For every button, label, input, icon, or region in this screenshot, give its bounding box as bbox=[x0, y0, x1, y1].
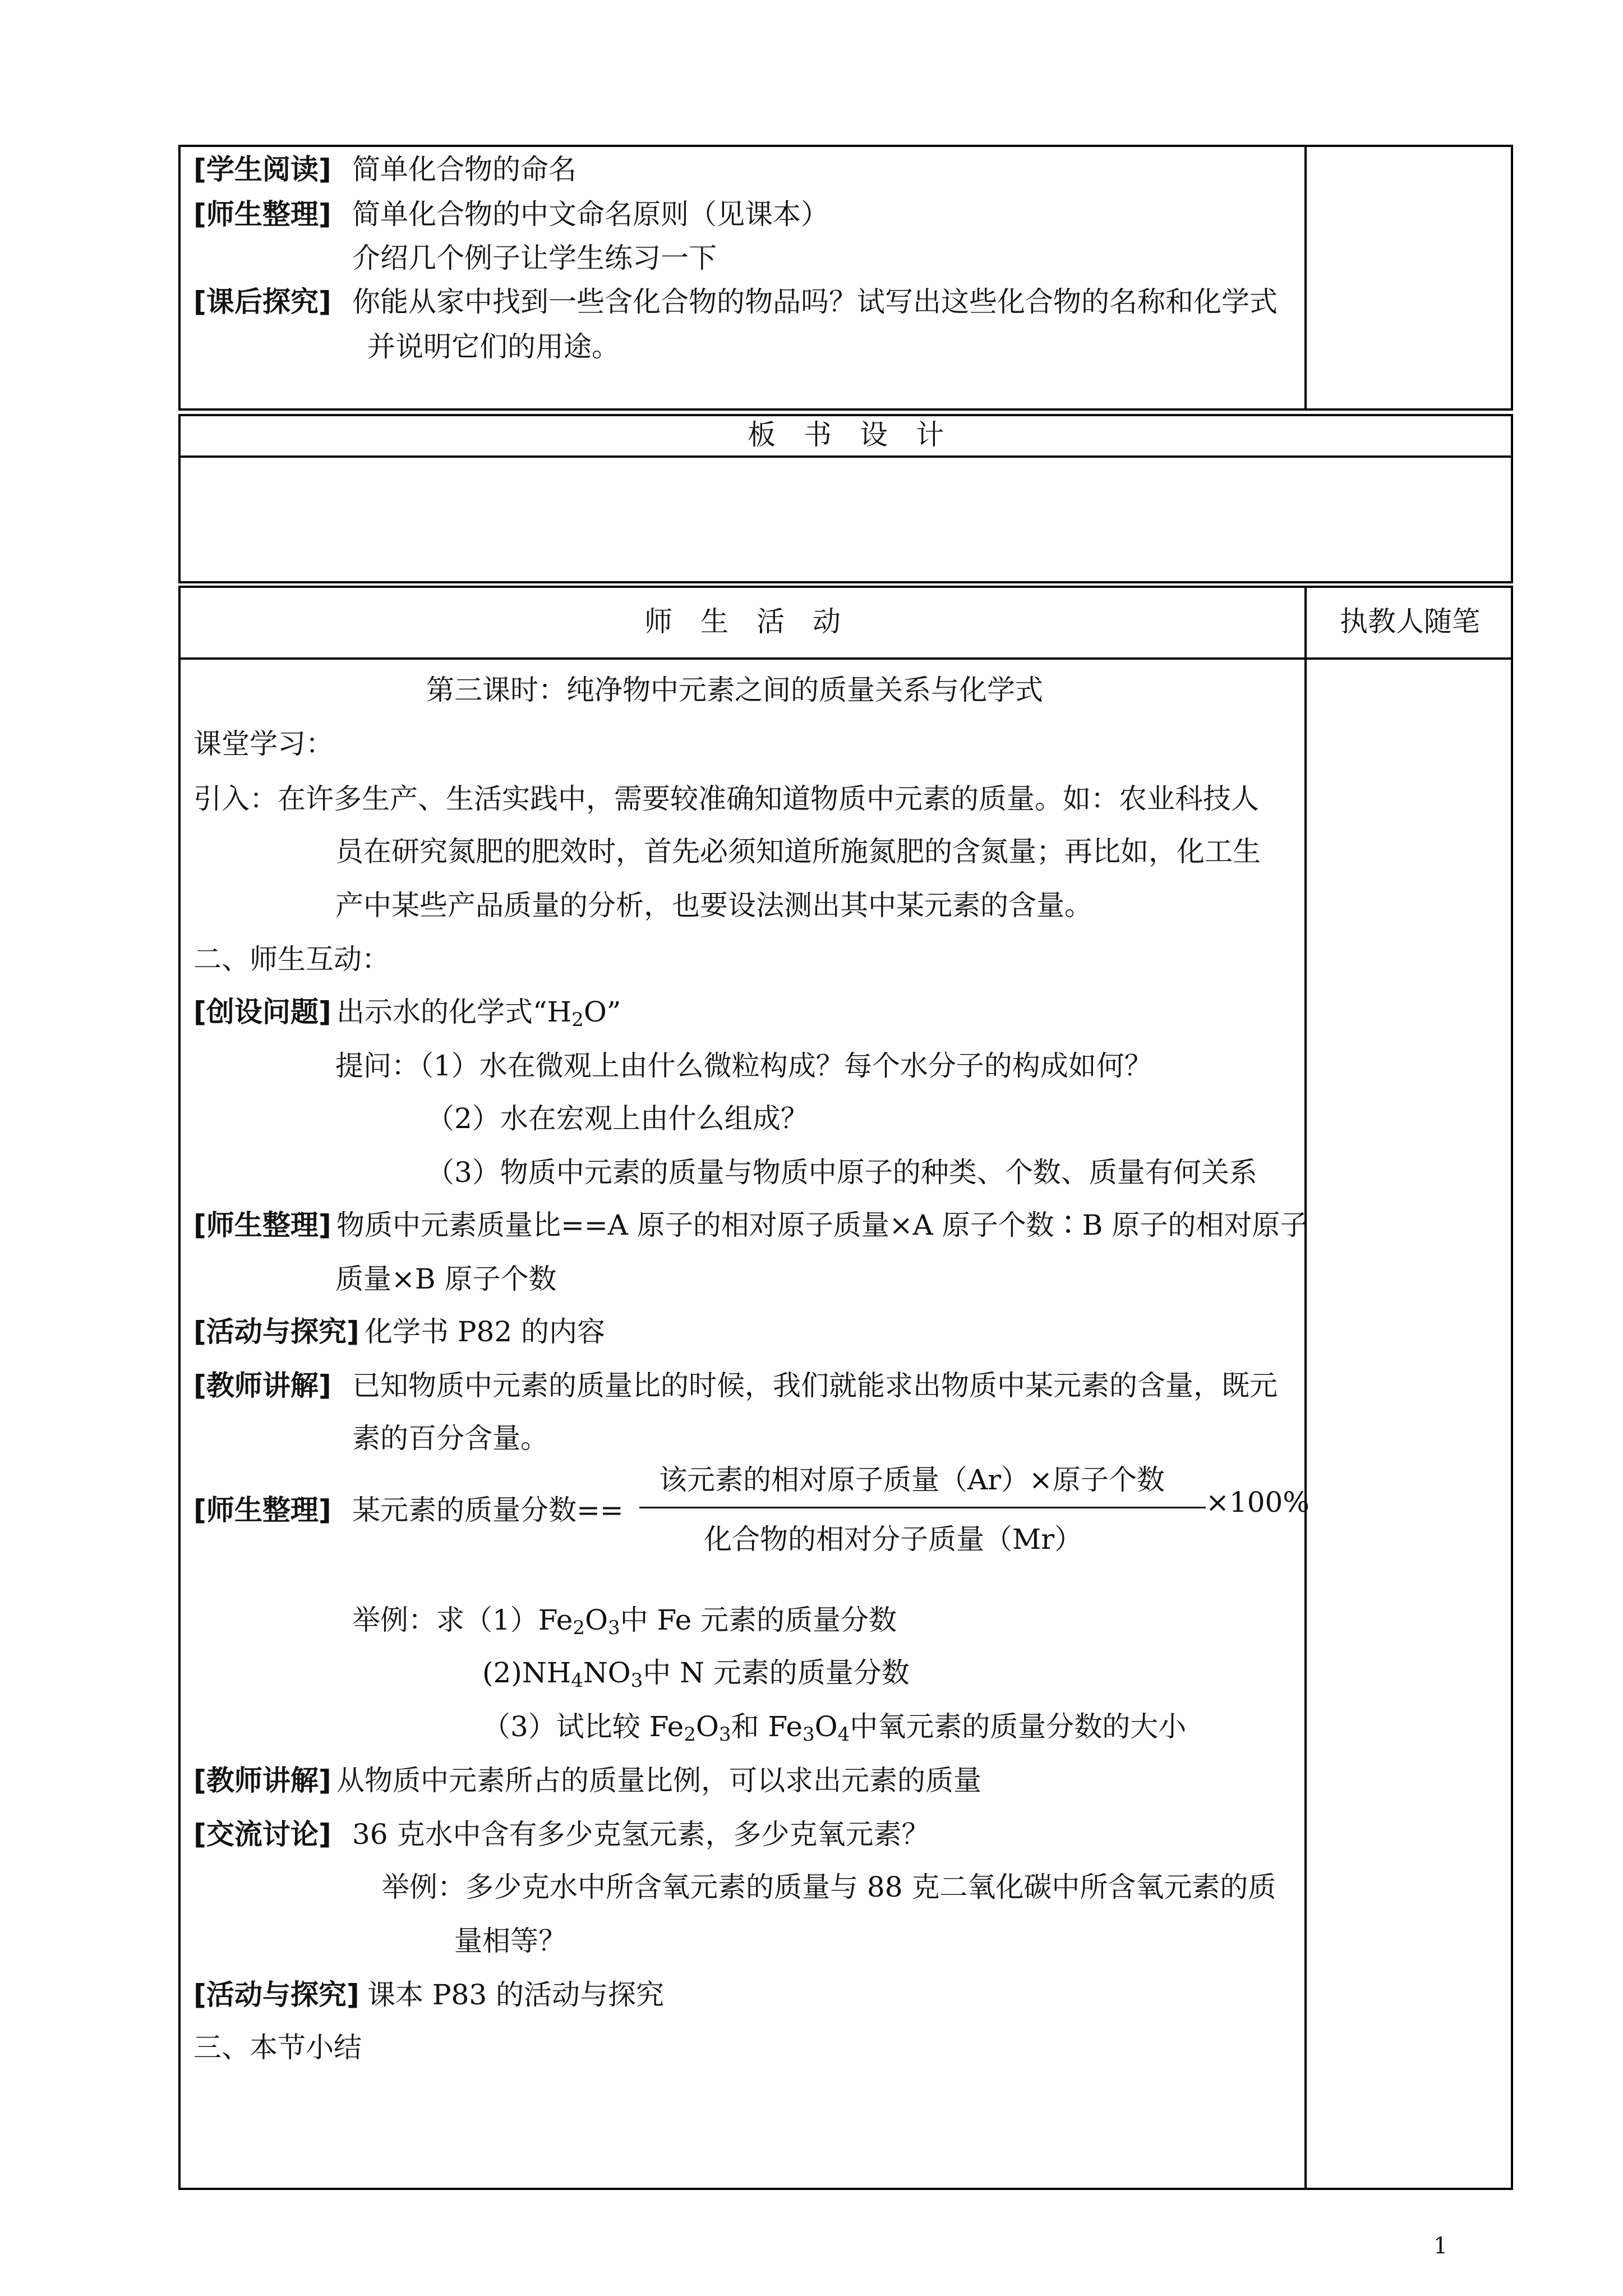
activity-header-main: 师 生 活 动 bbox=[644, 605, 841, 638]
tag-activity-1: [活动与探究] bbox=[193, 1315, 359, 1348]
activity-table-divider bbox=[1304, 586, 1307, 2190]
tag-organize-3: [师生整理] bbox=[193, 1494, 331, 1526]
tag-organize: [师生整理] bbox=[193, 198, 331, 231]
intro-line-3: 产中某些产品质量的分析，也要设法测出其中某元素的含量。 bbox=[335, 889, 1092, 922]
activity-header-side: 执教人随笔 bbox=[1340, 605, 1480, 638]
lesson-title: 第三课时：纯净物中元素之间的质量关系与化学式 bbox=[426, 674, 1043, 706]
tag-teacher-explain-2: [教师讲解] bbox=[193, 1764, 331, 1797]
tag-create-problem: [创设问题] bbox=[193, 996, 331, 1028]
question-3: （3）物质中元素的质量与物质中原子的种类、个数、质量有何关系 bbox=[426, 1156, 1257, 1189]
create-problem-text: 出示水的化学式“$H_2O$” bbox=[336, 996, 621, 1031]
board-design-title: 板 书 设 计 bbox=[748, 418, 944, 451]
activity-2-text: 课本 P83 的活动与探究 bbox=[367, 1978, 665, 2011]
question-2: （2）水在宏观上由什么组成？ bbox=[426, 1102, 809, 1135]
section-2-heading: 二、师生互动： bbox=[193, 943, 390, 976]
class-learning-label: 课堂学习： bbox=[193, 728, 334, 760]
teacher-explain-1-line-2: 素的百分含量。 bbox=[352, 1422, 548, 1455]
tag-organize-2: [师生整理] bbox=[193, 1209, 331, 1241]
example-1: 举例：求$(1)Fe_2O_3$中 Fe 元素的质量分数 bbox=[352, 1604, 897, 1639]
fraction-bar bbox=[639, 1507, 1206, 1508]
organize-2-line-2: 质量×B 原子个数 bbox=[335, 1263, 557, 1295]
tag-student-reading: [学生阅读] bbox=[193, 153, 331, 186]
tag-after-class: [课后探究] bbox=[193, 286, 331, 318]
organize-text: 简单化合物的中文命名原则（见课本） bbox=[352, 198, 829, 231]
section-3-heading: 三、本节小结 bbox=[193, 2031, 362, 2064]
activity-header-line bbox=[178, 657, 1513, 660]
intro-line-1: 引入：在许多生产、生活实践中，需要较准确知道物质中元素的质量。如：农业科技人 bbox=[193, 783, 1259, 815]
after-class-text: 你能从家中找到一些含化合物的物品吗？试写出这些化合物的名称和化学式 bbox=[352, 286, 1278, 318]
mass-fraction-label: 某元素的质量分数== bbox=[352, 1494, 624, 1526]
upper-table-divider bbox=[1304, 145, 1307, 411]
fraction-suffix: ×100% bbox=[1206, 1486, 1310, 1519]
fraction-numerator: 该元素的相对原子质量（Ar）×原子个数 bbox=[659, 1464, 1165, 1496]
after-class-text-2: 并说明它们的用途。 bbox=[367, 330, 620, 363]
discussion-text: 36 克水中含有多少克氢元素，多少克氧元素？ bbox=[352, 1818, 930, 1851]
organize-text-2: 介绍几个例子让学生练习一下 bbox=[352, 242, 717, 274]
teacher-explain-1-line-1: 已知物质中元素的质量比的时候，我们就能求出物质中某元素的含量，既元 bbox=[352, 1369, 1278, 1402]
tag-teacher-explain-1: [教师讲解] bbox=[193, 1369, 331, 1402]
tag-activity-2: [活动与探究] bbox=[193, 1978, 359, 2011]
teacher-explain-2-text: 从物质中元素所占的质量比例，可以求出元素的质量 bbox=[336, 1764, 981, 1797]
intro-line-2: 员在研究氮肥的肥效时，首先必须知道所施氮肥的含氮量；再比如，化工生 bbox=[335, 835, 1261, 868]
fraction-denominator: 化合物的相对分子质量（Mr） bbox=[704, 1523, 1083, 1556]
example-3: （3）试比较 $Fe_2O_3$和 $Fe_3O_4$中氧元素的质量分数的大小 bbox=[482, 1710, 1187, 1746]
question-1: 提问：（1）水在微观上由什么微粒构成？每个水分子的构成如何？ bbox=[335, 1050, 1152, 1082]
activity-1-text: 化学书 P82 的内容 bbox=[365, 1315, 606, 1348]
tag-discussion: [交流讨论] bbox=[193, 1818, 331, 1851]
board-design-header-line bbox=[178, 455, 1513, 458]
example-4-line-2: 量相等？ bbox=[454, 1925, 566, 1957]
example-4-line-1: 举例：多少克水中所含氧元素的质量与 88 克二氧化碳中所含氧元素的质 bbox=[381, 1871, 1276, 1903]
page-number: 1 bbox=[1433, 2233, 1448, 2259]
student-reading-text: 简单化合物的命名 bbox=[352, 153, 577, 186]
example-2: $(2)NH_4NO_3$中 N 元素的质量分数 bbox=[482, 1657, 910, 1692]
organize-2-line-1: 物质中元素质量比==A 原子的相对原子质量×A 原子个数∶B 原子的相对原子 bbox=[336, 1209, 1308, 1241]
